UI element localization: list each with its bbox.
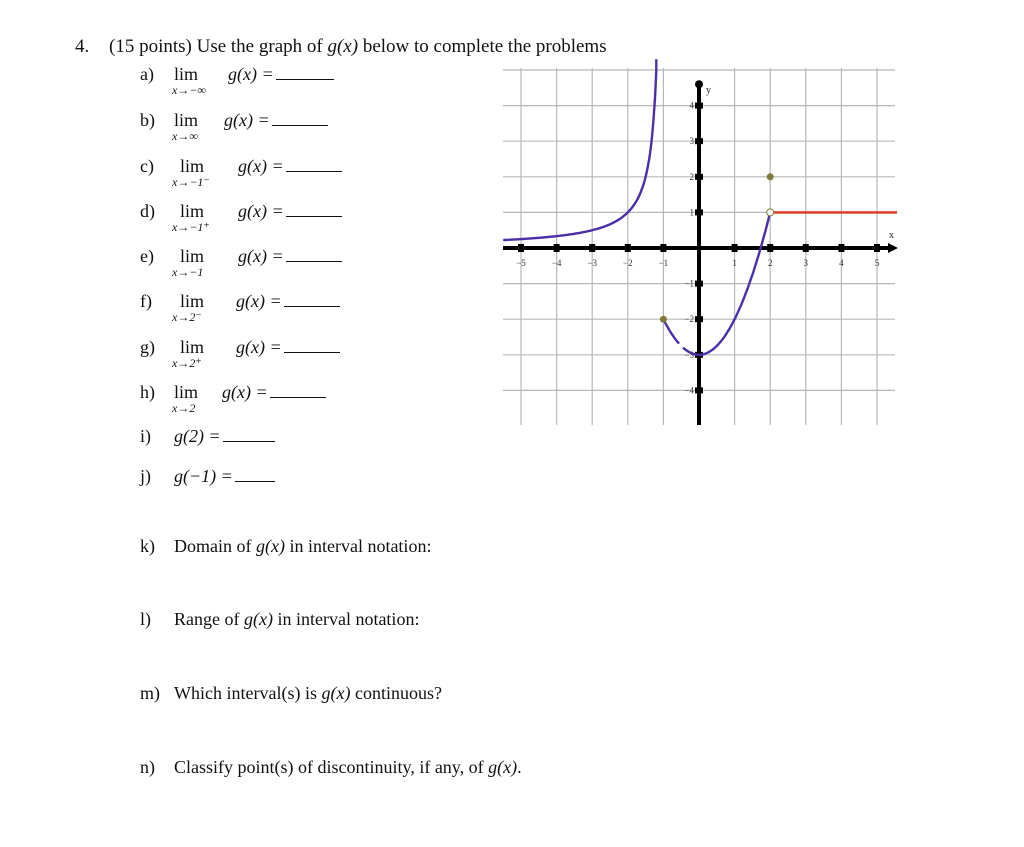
problem-number: 4. [75,36,90,57]
lim-word: lim [180,156,205,176]
x-tick [732,244,738,252]
axes [503,80,898,425]
y-tick-label: −3 [684,349,694,360]
x-tick [767,244,773,252]
lim-word: lim [174,382,199,402]
x-tick [660,244,666,252]
limit-expression: g(x) = [224,110,270,130]
limit-subscript: x→∞ [172,129,198,143]
y-tick-label: −1 [684,278,694,289]
question-label: k) [140,536,155,556]
limit-subscript: x→2⁻ [172,310,202,324]
y-tick [695,281,703,287]
question-text-before: Which interval(s) is [174,683,322,703]
limit-expression: g(x) = [236,337,282,357]
lim-word: lim [180,201,205,221]
limit-subscript: x→−1 [172,265,204,279]
x-tick [803,244,809,252]
question-label: g) [140,337,155,357]
question-func: g(x) [488,757,518,777]
question-label: d) [140,201,155,221]
question-label: f) [140,291,152,311]
open-dot-icon [767,209,774,216]
question-text-after: in interval notation: [272,609,420,629]
question-text-after: in interval notation: [284,536,432,556]
question-label: b) [140,110,155,130]
y-tick [695,103,703,109]
y-axis-end-dot-icon [695,80,703,88]
limit-expression: g(x) = [238,156,284,176]
y-tick [695,138,703,144]
x-tick-label: −2 [623,258,633,268]
question-func: g(x) [243,609,273,629]
x-tick [874,244,880,252]
limit-subscript: x→2⁺ [172,356,202,370]
limit-expression: g(x) = [238,246,284,266]
x-tick-label: 4 [839,258,844,268]
question-text-after: continuous? [350,683,442,703]
x-tick-label: 1 [732,258,737,268]
value-expression: g(2) = [174,426,221,446]
y-tick-label: 2 [689,171,694,182]
question-label: i) [140,426,151,446]
x-axis-arrow-icon [888,243,898,253]
limit-expression: g(x) = [222,382,268,402]
x-tick [589,244,595,252]
x-tick-label: 3 [803,258,809,268]
question-text-before: Classify point(s) of discontinuity, if any, of [174,757,489,777]
x-tick-label: −4 [551,258,562,268]
y-tick [695,209,703,215]
limit-expression: g(x) = [238,201,284,221]
question-text-before: Domain of [174,536,256,556]
limit-subscript: x→−1⁺ [172,220,210,234]
curve-middle-piece [663,319,679,343]
lim-word: lim [174,110,199,130]
question-text-before: Range of [174,609,244,629]
question-func: g(x) [255,536,285,556]
question-label: h) [140,382,155,402]
question-label: a) [140,64,154,84]
limit-subscript: x→−1⁻ [172,175,210,189]
x-tick [625,244,631,252]
y-axis-label: y [706,85,711,97]
y-tick [695,316,703,322]
y-tick-label: 4 [689,100,694,111]
x-tick-label: 2 [767,258,773,268]
x-tick-label: −5 [516,258,526,268]
x-tick [838,244,844,252]
question-label: m) [140,683,160,703]
header-text-after: below to complete the problems [358,36,607,57]
question-label: l) [140,609,151,629]
limit-subscript: x→−∞ [172,83,206,97]
value-expression: g(−1) = [174,466,233,486]
question-label: e) [140,246,154,266]
y-tick-label: 3 [689,136,694,147]
closed-dot-icon [767,173,774,180]
header-func: g(x) [327,36,359,57]
question-label: j) [140,466,151,486]
lim-word: lim [174,64,199,84]
question-label: n) [140,757,155,777]
lim-word: lim [180,291,205,311]
lim-word: lim [180,337,205,357]
x-tick [518,244,524,252]
question-text-after: . [517,757,522,777]
x-tick-label: −1 [658,258,669,268]
x-tick-label: 5 [874,258,880,268]
x-axis-label: x [889,230,894,241]
x-tick-label: −3 [587,258,597,268]
header-text-before: (15 points) Use the graph of [109,36,328,57]
y-tick [695,174,703,180]
limit-subscript: x→2 [172,401,196,415]
question-func: g(x) [321,683,351,703]
limit-expression: g(x) = [228,64,274,84]
y-tick-label: 1 [689,207,694,218]
limit-expression: g(x) = [236,291,282,311]
y-tick-label: −2 [684,314,694,325]
x-tick [554,244,560,252]
lim-word: lim [180,246,205,266]
question-label: c) [140,156,154,176]
closed-dot-icon [660,316,667,323]
y-tick [695,387,703,393]
y-tick-label: −4 [684,385,694,396]
